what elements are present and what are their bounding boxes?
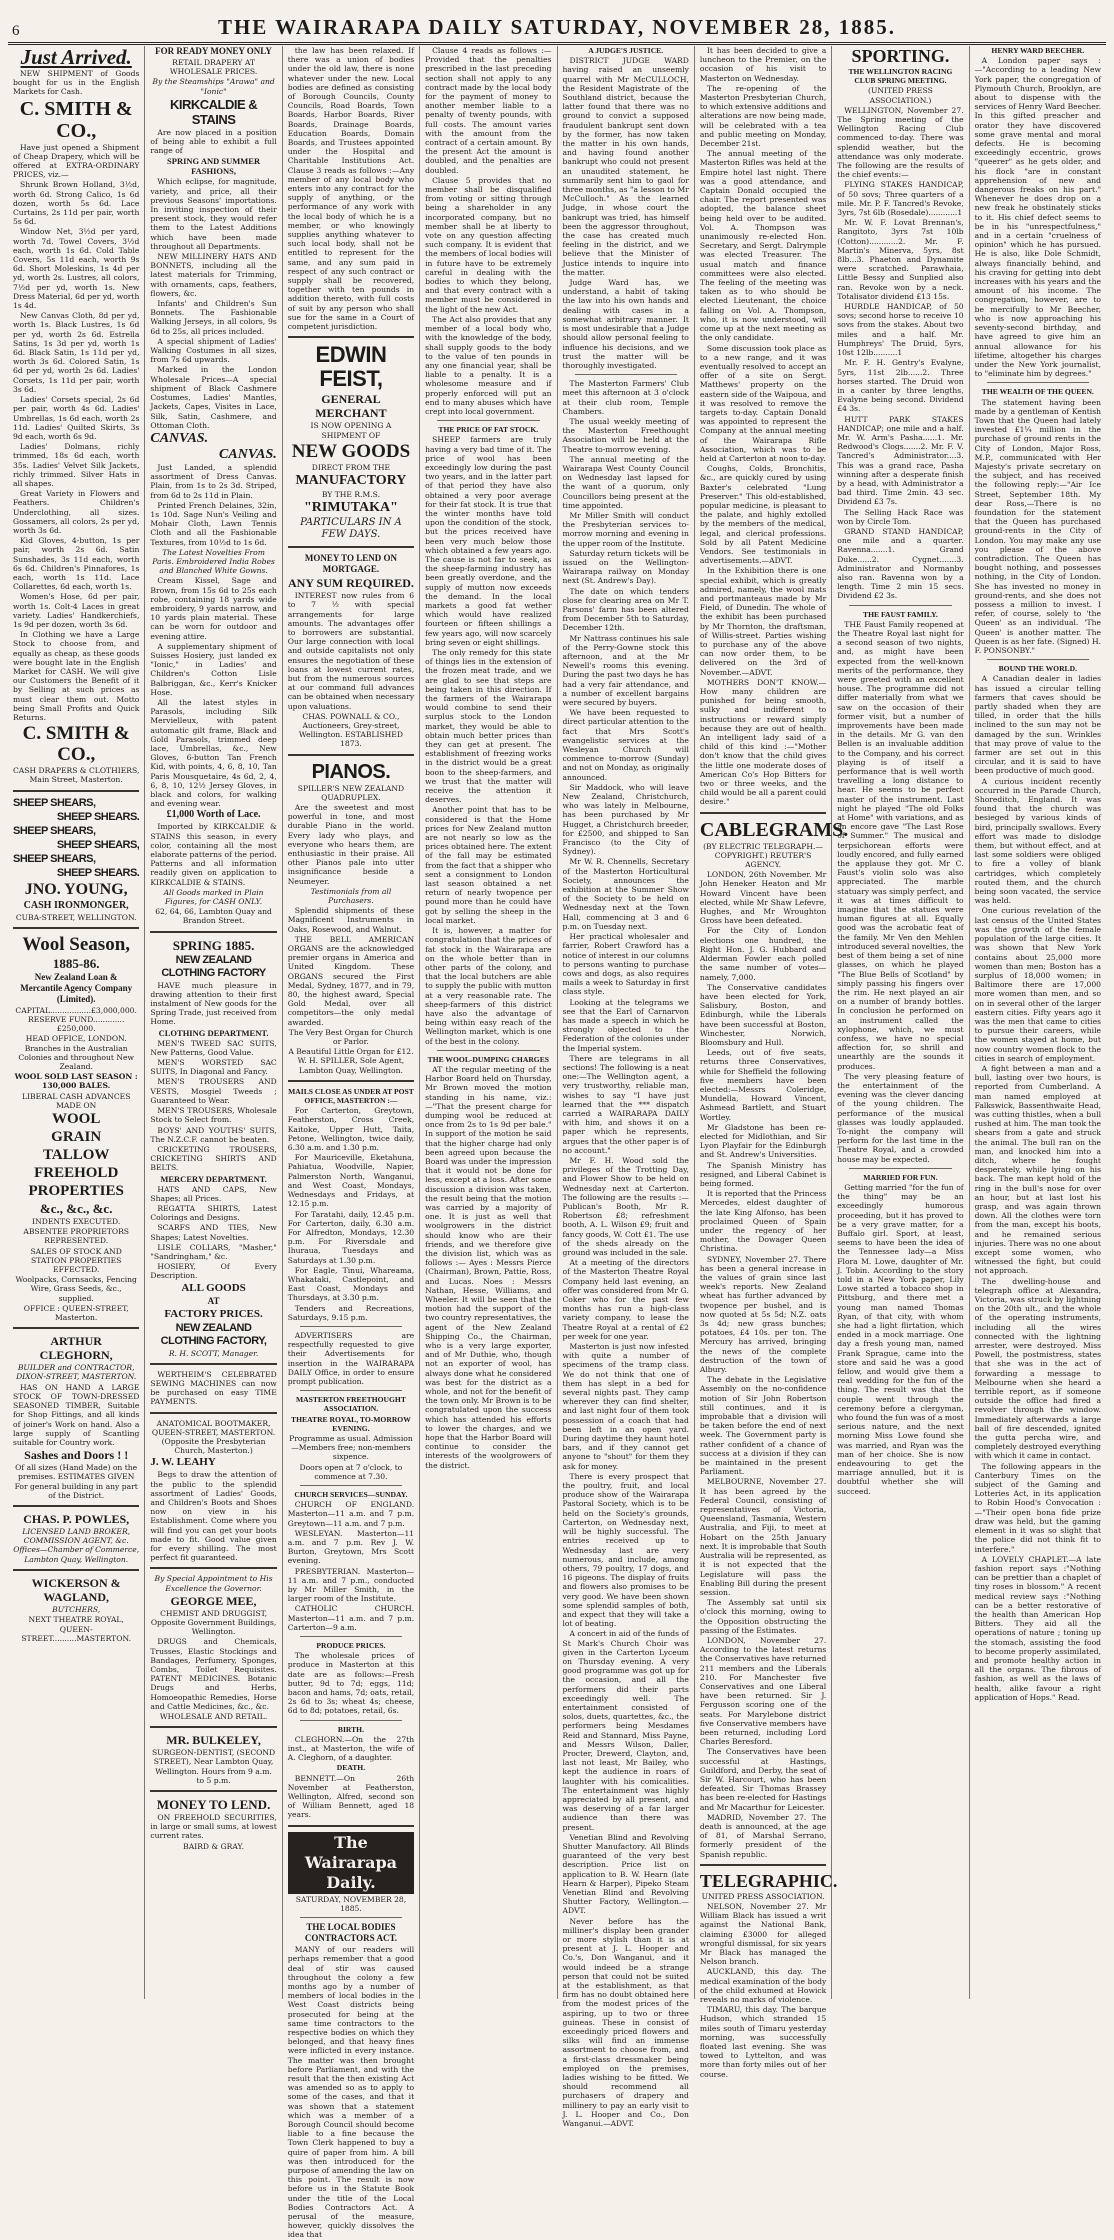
news-item: The Masterton Farmers' Club meet this afternoon at 3 o'clock at their club room, Temple Chambers. [562, 379, 689, 416]
ad-text: LISLE COLLARS, "Masher," "Sandringham," &c. [150, 1242, 277, 1261]
ad-text: A Beautiful Little Organ for £12. W. H. SPILLER, Sole Agent, Lambton Quay, Wellington. [288, 1047, 414, 1075]
news-item: AUCKLAND, this day. The medical examination of the body of the child exhumed at Howick reveals no marks of violence. [699, 1967, 827, 2005]
ad-text: CAPITAL.................£3,000,000. RESERVE FUND.............£250,000. [15, 1005, 137, 1034]
divider [437, 1050, 539, 1051]
article-byline: (UNITED PRESS ASSOCIATION.) [868, 86, 933, 105]
ad-text: Shrunk Brown Holland, 3½d, worth 6d. Strong Calico, 1s 6d dozen, worth 5s 6d. Lace Curtains, 2s 11d per pair, worth 5s 6d. [13, 180, 140, 227]
ad-text: HAVE much pleasure in drawing attention to their first instalment of New goods for the Spring Trade, just received from Home. [150, 980, 277, 1027]
ad-text: Of all sizes (Hand Made) on the premises. ESTIMATES GIVEN For general building in any part of the District. [14, 1463, 138, 1500]
ad-text: Ladies' Dolmans, richly trimmed, 18s 6d each, worth 35s. Ladies' Velvet Silk Jackets, richly trimmed. Silver Hats in all shapes. [13, 442, 140, 488]
news-item: The annual meeting of the Wairarapa West County Council on Wednesday last lapsed for the want of a quorum, only Councillors being present at the time appointed. [562, 454, 689, 510]
ad-text: LIBERAL CASH ADVANCES MADE ON [21, 1091, 131, 1110]
ad-text: DRUGS and Chemicals, Trusses, Elastic Stockings and Bandages, Perfumery, Sponges, Combs, Toilet Requisites. PATENT MEDICINES. Botanic Drugs and Herbs, Homoeopathic Remedies, Horse and Cattle Medicines, &c., &c. [150, 1637, 277, 1711]
article-text: One curious revelation of the last census of the United States was the growth of the female population of the large cities. It was shown that New York contains about 25,000 more women than men; Boston has a surplus of 18,000 women; in Baltimore there are 17,000 more women than men, and so on in several other of the larger eastern cities. Fifty years ago it was the men that came to cities to pursue their careers, while the women stayed at home, but now country women flock to the cities in search of employment. [974, 906, 1101, 1063]
section-heading: TELEGRAPHIC. [699, 1870, 838, 1891]
section-heading: HENRY WARD BEECHER. [991, 46, 1085, 55]
news-item: Some discussion took place as to a new range, and it was eventually resolved to accept an offer of a site on Sergt. Matthews' property on the eastern side of the Waipoua, and it was resolved to remove the targets to-day. Captain Donald was appointed to represent the Company at the annual meeting of the Wairarapa Rifle Association, which was to be held at Carterton at noon to-day. [699, 343, 827, 463]
divider [300, 1485, 402, 1486]
ad-text: HEAD OFFICE, LONDON. Branches in the Australian Colonies and throughout New Zealand. [18, 1034, 134, 1072]
ad-text: Splendid shipments of these Magnificent Instruments in Oaks, Rosewood, and Walnut. [287, 906, 415, 934]
divider [13, 1569, 139, 1571]
ad-text: NEW MILLINERY HATS AND BONNETS, including all the latest materials for Trimming, with ornaments, caps, feathers, flowers, &c. [150, 252, 277, 298]
ad-text: The Very Best Organ for Church or Parlor. [288, 1027, 414, 1047]
ad-heading: EDWIN FEIST, [315, 342, 387, 392]
ad-text: CHAS. POWNALL & CO., Auctioneers, Grey-street, Wellington. ESTABLISHED 1873. [298, 711, 403, 749]
column-8 [970, 46, 1106, 1999]
divider [150, 1567, 276, 1569]
ad-text: Ladies' Corsets special, 2s 6d per pair, worth 4s 6d. Ladies' Umbrellas, 1s 6d each, worth 2s 11d. Ladies' Quilted Skirts, 3s 9d each, worth 6s 9d. [13, 395, 140, 441]
ad-text: INTEREST now rules from 6 to 7 ½ with special arrangements for large amounts. The advantages offer to borrowers are substantial. Our large connection with local and outside capitalists not only ensures the negotiation of these loans at lowest current rates, but from the numerous sources at our command full advances can be obtained when necessary upon valuations. [287, 591, 415, 711]
news-item: SYDNEY, November 27. There has been a general increase in the values of grain since last week's reports. New Zealand wheat has further advanced by twopence per bushel, and is now quoted at 5s 5d; N.Z. oats 3s 4d; new grass bunches; potatoes, £4 10s. per ton. The Mercury has arrived, bringing the news of the complete destruction of the town of Albury. [699, 1254, 827, 1375]
divider [300, 1326, 402, 1327]
ad-text: SALES OF STOCK AND STATION PROPERTIES EFFECTED. [30, 1246, 122, 1275]
ad-heading: Just Arrived. [20, 45, 132, 69]
ad-heading: FREEHOLD [34, 1165, 119, 1182]
article-text: The wholesale prices of produce in Masterton at this date are as follows:—Fresh butter, 9d to 7d; eggs, 11d; bacon and hams, 7d; oats, retail, 2s 6d to 3s; wheat 4s; cheese, 6d to 8d; potatoes, retail, 6s. [287, 1651, 415, 1716]
ad-heading: FOR READY MONEY ONLY [155, 46, 272, 56]
divider [700, 1864, 826, 1866]
ad-heading: SHEEP SHEARS, [56, 838, 140, 851]
ad-text: All the latest styles in Parasols, including Silk Mervielleux, with patent automatic gilt frame, Black and Gold Parasols, trimmed deep lace, Umbrellas, &c., New Gloves, 6-button Tan French Kid, with points, 4, 6, 8, 10, Tan Paris Mousquetaire, 4s 6d, 2, 4, 6, 8, 10, 12½ Jersey Gloves, in black and colors, for walking and evening wear. [150, 697, 277, 809]
ad-text: HATS AND CAPS, New Shapes; all Prices. [150, 1184, 277, 1203]
ad-heading: &c., &c., &c. [39, 1201, 113, 1217]
ad-heading: SHEEP SHEARS, [13, 852, 96, 865]
article-text: Clause 4 reads as follows :—Provided that the penalties prescribed in the last preceding section shall not apply to any contract made by the local body for the payment of money to another member liable to a penalty of twenty pounds, with full costs. The amount varies with the amount from the contract of a certain amount. By the present Act the amount is doubled, and the penalties are doubled. [425, 46, 552, 175]
ad-text: By Special Appointment to His Excellence the Governor. [154, 1574, 273, 1593]
ad-text: BOYS' AND YOUTHS' SUITS, The N.Z.C.F. cannot be beaten. [150, 1125, 277, 1144]
article-text: SHEEP farmers are truly having a very bad time of it. The price of wool has been exceedingly low during the past two years, and in the latter part of that period they have also obtained a very poor average for their fat stock. It is true that the winter months have told upon the condition of the stock, but the prices received have been very much below those which obtained a few years ago. The cause is not far to seek, as the sheep-farming industry has been greatly overdone, and the supply of mutton now exceeds the demand. In the local markets a good fat wether which would have realized fourteen or fifteen shillings a few years ago, will now scarcely bring seven or eight shillings. [425, 435, 552, 647]
section-heading: THE WOOL-DUMPING CHARGES [427, 1054, 549, 1064]
divider [150, 1726, 276, 1728]
ad-heading: WICKERSON & WAGLAND, [31, 1575, 121, 1604]
ad-text: HOSIERY, Of Every Description. [150, 1262, 277, 1281]
news-item: The usual weekly meeting of the Masterton Freethought Association will be held at the Theatre to-morrow evening. [562, 416, 689, 454]
ad-text: WERTHEIM'S CELEBRATED SEWING MACHINES can now be purchased on easy TIME PAYMENTS. [150, 1369, 277, 1407]
article-byline: (BY ELECTRIC TELEGRAPH.—COPYRIGHT.) REUTER'S AGENCY. [703, 841, 824, 870]
ad-text: Have just opened a Shipment of Cheap Drapery, which will be offered at EXTRA-ORDINARY PRICES, viz.— [13, 142, 140, 180]
news-item: Leeds, out of five seats, returns three Conservatives, while for Sheffield the following five members have been elected:—Messrs Coleridge, Mundella, Howard Vincent, Ashmead Bartlett, and Stuart Wortley. [699, 1048, 827, 1122]
news-item: The Assembly sat until six o'clock this morning, owing to the Opposition obstructing the passing of the Estimates. [699, 1598, 827, 1635]
ad-heading: C. SMITH & CO., [22, 723, 130, 766]
news-item: In the Exhibition there is one special exhibit, which is greatly admired, namely, the wool mats and portmanteaus made by Mr Field, of Dunedin. The whole of the exhibit has been purchased by Mr Thornton, the draftsman, of Willis-street. Parties wishing to purchase any of the above can now order them, to be delivered on the 3rd of November.—ADVT. [699, 566, 827, 677]
ad-text: WHOLESALE AND RETAIL. [159, 1712, 268, 1722]
news-item: It has been decided to give a luncheon to the Premier, on the occasion of his visit to Masterton on Wednesday. [699, 46, 827, 83]
ad-text: CUBA-STREET, WELLINGTON. [15, 912, 137, 922]
article-text: Clause 5 provides that no member shall be disqualified from voting or sitting through being a shareholder in any incorporated company, but no member shall be at liberty to vote on any question affecting such company. It is evident that the members of local bodies will in future have to be extremely careful in dealing with the bodies to which they belong, and that every contract with a member must be considered in the light of the new Act. [425, 175, 552, 314]
article-text: CATHOLIC CHURCH. Masterton—11 a.m. and 7 p.m. Carterton—9 a.m. [287, 1604, 415, 1632]
ad-heading: "RIMUTAKA" [304, 500, 398, 516]
news-item: MELBOURNE, November 27. It has been agreed by the Federal Council, consisting of representatives of Victoria, Queensland, Tasmania, Western Australia, and Fiji, to meet at Hobart on the 25th January next. It is improbable that South Australia will be represented, as it is not expected that the Legislature will pass the Enabling Bill during the present session. [699, 1477, 827, 1597]
article-text: For Carterton, Greytown, Featherston, Cross Creek, Kaitoke, Upper Hutt, Taita, Petone, Wellington, twice daily, 6.30 a.m. and 1.30 p.m. [287, 1106, 415, 1153]
ad-text: ABSENTEE PROPRIETORS REPRESENTED. [23, 1227, 130, 1246]
ad-text: OFFICE : QUEEN-STREET, Masterton. [23, 1303, 129, 1323]
ad-heading: ARTHUR CLEGHORN, [39, 1334, 113, 1363]
article-text: BENNETT.—On 26th November at Featherston, Wellington, Alfred, second son of William Bennett, aged 18 years. [287, 1773, 415, 1820]
ad-heading: ANY SUM REQUIRED. [287, 576, 414, 591]
ad-text: Marked in the London Wholesale Prices—A special shipment of Black Cashmere Costumes, Ladies' Mantles, Jackets, Capes, Visites in Lace, Silk, Satin, Cashmere, and Ottoman Cloth. [150, 365, 277, 430]
article-text: the law has been relaxed. If there was a union of bodies under the old law, there is none whatever under the new. Local bodies are defined as consisting of Borough Councils, County Councils, Road Boards, Town Boards, Harbor Boards, River Boards, Drainage Boards, Education Boards, Domain Boards, and Trustees appointed under the Hospital and Charitable Institutions Act. Clause 3 reads as follows :—Any member of any local body who enters into any contract for the supply of anything, or the performance of any work with the local body of which he is a member, or who knowingly supplies anything whatever to such local body, shall not be entitled to represent for the same, and any sum paid in respect of any such contract or supply shall be recovered, together with ten pounds in addition thereto, with full costs of suit by any person who shall sue for the same in a Court of competent jurisdiction. [287, 46, 415, 332]
news-item: Mr W. R. Chennells, Secretary of the Masterton Horticultural Society, announces the exhibition at the Summer Show of the Society to be held on Wednesday next at the Town Hall, commencing at 3 and 6 p.m. on Tuesday next. [562, 857, 689, 931]
ad-text: New Canvas Cloth, 8d per yd, worth 1s. Black Lustres, 1s 6d per yd, worth 2s 6d. Estrella Satins, 1s 3d per yd, worth 1s 6d. Black Satin, 1s 11d per yd, worth 3s 6d. Colored Satin, 1s 6d per yd, worth 2s 6d. Ladies' Corsets, 1s 11d per pair, worth 3s 6d. [13, 311, 140, 394]
section-heading: THE PRICE OF FAT STOCK. [438, 425, 539, 435]
ad-heading: SPRING AND SUMMER FASHIONS, [167, 156, 261, 177]
divider [13, 927, 139, 929]
ad-heading: GENERAL MERCHANT [315, 392, 387, 421]
columns [8, 45, 1106, 2240]
article-text: The Selling Hack Race was won by Circle Tom. [837, 507, 964, 526]
ad-text: NEW SHIPMENT of Goods bought for us in the English Markets for Cash. [13, 69, 140, 97]
masthead [8, 6, 1106, 45]
article-text: Getting married "for the fun of the thing" may be an exceedingly humorous proceeding, but it has proved to be a very grave matter, for a Buffalo girl. Sport, at least, seems to have been the idea of the Tennessee lady—a Miss Flora M. Lowe, daughter of Mr. J. Tobin. According to the story told in a New York paper, Lily Lowe started a tobacco shop in Pittsburg, and there met a young man named Thomas Ryan, of that city, with whom she had a light flirtation, which ended in a mock marriage. One day a fresh young man, named Frank Sprague, came into the store and said he was a good fellow, and would give them a real wedding for the fun of the thing. The result was that the couple went through the ceremony before a clergyman, who found the fun was of a most serious nature, and the next morning Miss Lowe found she was married, and Ryan was the man of her choice. She is now endeavouring to get the marriage annulled, but it is doubtful whether she will succeed. [837, 1182, 964, 1496]
ad-text: All Goods marked in Plain Figures, for CASH ONLY. [163, 887, 264, 907]
news-item: MADRID, November 27. The death is announced, at the age of 81, of Marshal Serrano, formerly president of the Spanish republic. [699, 1812, 827, 1859]
ad-text: REGATTA SHIRTS, Latest Colorings and Designs. [150, 1203, 277, 1223]
page-number: 6 [12, 23, 20, 39]
ad-text: CASH DRAPERS & CLOTHIERS, Main Street, Masterton. [13, 766, 140, 785]
news-item: There is every prospect that the poultry, fruit, and local produce show of the Wairarapa Pastoral Society, which is to be held on the Society's grounds, Carterton, on Wednesday next, will be highly successful. The entries received up to Wednesday last are very numerous, and include, among others, 79 poultry, 17 dogs, and 16 pigeons. The display of fruits and flowers also promises to be very good. We have been shown some splendid samples of both, and expect that they will take a lot of beating. [562, 1471, 689, 1629]
ad-heading: NEW ZEALAND CLOTHING FACTORY [161, 953, 266, 979]
news-item: Looking at the telegrams we see that the Earl of Carnarvon has made a speech in which he strongly objected to the Federation of the colonies under the Imperial system. [562, 997, 689, 1053]
divider [288, 1825, 414, 1827]
article-text: PRESBYTERIAN. Masterton—11 a.m. and 7 p.m., conducted by Mr Miller Smith, in the larger room of the Institute. [287, 1566, 415, 1604]
ad-text: Kid Gloves, 4-button, 1s per pair, worth 2s 6d. Satin Sunshades, 3s 11d each, worth 6s 6d. Children's Pinnafores, 1s each, worth 1s 11d. Lace Collarettes, 6d each, worth 1s. [13, 536, 140, 592]
ad-text: SURGEON-DENTIST, (SECOND STREET), Near Lambton Quay, Wellington. Hours from 9 a.m. to 5 p.m. [151, 1748, 276, 1785]
ad-text: Woolpacks, Cornsacks, Fencing Wire, Grass Seeds, &c., supplied. [15, 1275, 137, 1303]
ad-text: IS NOW OPENING A SHIPMENT OF [310, 421, 392, 440]
article-text: Doors open at 7 o'clock, to commence at 7.30. [299, 1462, 403, 1481]
ad-heading: MANUFACTORY [295, 472, 407, 488]
ad-text: Just Landed, a splendid assortment of Dress Canvas. Plain, from 1s to 2s 3d. Striped, from 6d to 2s 11d in Plain. [150, 462, 277, 500]
ad-text: Begs to draw the attention of the public to the splendid assortment of Ladies' Goods, and Children's Boots and Shoes now on view in his Establishment. Come where you will find you can get your boots made to fit. Good value given for every shilling. The most perfect fit guaranteed. [150, 1470, 277, 1563]
ad-heading: PROPERTIES [28, 1183, 124, 1200]
article-text: The only remedy for this state of things lies in the extension of the frozen meat trade, and we are glad to see that steps are being taken in this direction. If the farmers of the Wairarapa would combine to send their surplus stock to the London market, they would be able to obtain much better prices than they can get at present. The establishment of freezing works in the district would be a great boon to the sheep-farmers, and we trust that the matter will receive the attention it deserves. [425, 648, 552, 805]
ad-heading: CASH IRONMONGER, [23, 899, 129, 911]
divider [849, 1168, 951, 1169]
article-text: Judge Ward has, we understand, a habit of taking the law into his own hands and dealing with cases in a somewhat arbitrary manner. It is most undesirable that a Judge should allow personal feeling to influence his decisions, and we trust the matter will be thoroughly investigated. [562, 278, 689, 370]
masthead-title: THE WAIRARAPA DAILY SATURDAY, NOVEMBER 28, 1885. [217, 15, 897, 39]
news-item: We have been requested to direct particular attention to the fact that Mrs Scott's evangelistic services at the Wesleyan Church will commence to-morrow (Sunday) and not on Monday, as originally announced. [562, 708, 689, 782]
news-item: The Conservative candidates have been elected for York, Salisbury, Boston, and Edinburgh, while the Liberals have been successful at Boston, Winchester, Norwich, Bloomsbury and Hull. [699, 982, 827, 1047]
ad-text: Are the sweetest and most powerful in tone, and most durable Piano in the world. Every lady who plays, and everyone who hears them, are enthusiastic in their praise. All other Pianos pale into utter insignificance beside a Neumeyer. [287, 802, 415, 886]
news-item: Masterton is just now infested with quite a number of specimens of the tramp class. We do not think that one of them has slept in a bed for several nights past. They camp wherever they can find shelter, and last night four of them took possession of a coach that had been left in an open yard. During daytime they haunt hotel bars, and if they cannot get anyone to "shout" for them they ask for money. [562, 1342, 689, 1471]
ad-heading: CANVAS. [219, 446, 277, 462]
article-text: For Mauriceville, Eketahuna, Pahiatua, Woodville, Napier, Palmerston North, Wanganui, and West Coast, Mondays, Wednesdays and Fridays, at 12.15 p.m. [287, 1153, 415, 1209]
section-heading: THE LOCAL BODIES CONTRACTORS ACT. [304, 1922, 398, 1944]
ad-text: MEN'S TROUSERS, Wholesale Stock to Select from. [150, 1106, 277, 1125]
ad-text: Cream Kissel, Sage and Brown, from 15s 6d to 25s each robe, containing 18 yards wide embroidery, 9 yards narrow, and 10 yards plain material. These can be worn for outdoor and evening attire. [150, 576, 277, 641]
ad-heading: CHAS. P. POWLES, [23, 1511, 130, 1526]
news-item: Mr Miller Smith will conduct the Presbyterian services to-morrow morning and evening in the upper room of the Institute. [562, 510, 689, 548]
divider [300, 1636, 402, 1637]
divider [575, 374, 677, 375]
section-heading: CABLEGRAMS. [699, 818, 849, 841]
article-text: GRAND STAND HANDICAP, one mile and a quarter. Ravenna.......1. Grand Duke......2. Cygnet.......3. Administrator and Normanby also ran. Ravenna won by a length. Time 2 min 15 secs. Dividend £2 3s. [837, 526, 964, 601]
article-text: The dwelling-house and telegraph office at Alexandra, Victoria, was struck by lightning on the 20th ult., and the whole of the operating instruments, including all the wires connected with the lightning arrester, were destroyed. Miss Powell, the postmistress, states that she was in the act of forwarding a message to Melbourne when she heard a terrible report, as if someone outside the office had fired a revolver through the window. Immediately afterwards a large ball of fire descended, ignited the gutta percha wire, and completely destroyed everything with which it came in contact. [974, 1276, 1101, 1461]
ad-heading: NEW GOODS [291, 440, 411, 462]
ad-text: A supplementary shipment of Suisses Hosiery, just landed ex "Ionic," in Ladies' and Children's Cotton Lisle Balbriggan, &c., Kerr's Knicker Hose. [150, 641, 277, 697]
article-text: WESLEYAN. Masterton—11 a.m. and 7 p.m. Rev J. W. Burton, Greytown, Mrs Scott evening. [287, 1528, 415, 1566]
divider [987, 659, 1089, 660]
article-text: The Act also provides that any member of a local body who, with the knowledge of the body, shall supply goods to the body to the value of ten pounds in any one financial year, shall be liable to a penalty. It is a wholesome measure and if properly enforced will put an end to many abuses which have crept into local government. [425, 314, 552, 416]
column-7 [832, 46, 969, 1999]
ad-text: BUILDER and CONTRACTOR, DIXON-STREET, MASTERTON. [16, 1363, 137, 1382]
ad-heading: GEORGE MEE, [170, 1593, 257, 1608]
ad-heading: MERCERY DEPARTMENT. [160, 1173, 267, 1184]
article-text: CLEGHORN.—On the 27th inst., at Masterton, the wife of A. Cleghorn, of a daughter. [287, 1734, 415, 1763]
ad-heading: MONEY TO LEND ON MORTGAGE. [304, 553, 397, 575]
ad-text: Window Net, 3½d per yard, worth 7d. Towel Covers, 3½d each, worth 1s 6d. Cold Table Covers, 5s 11d each, worth 9s 6d. Short Moleskins, 1s 4d per yd, worth 2s. Lustres, all colors, 7½d per yd, worth 1s. New Dress Material, 6d per yd, worth 1s 4d. [13, 227, 140, 311]
article-text: A LOVELY CHAPLET.—A late fashion report says :"Nothing can be prettier than a chaplet of tiny roses in blossom." A recent medical review says :"Nothing can be a better restorative of the health than American Hop Bitters. They aid all the operations of nature ; toning up the stomach, assisting the food to become properly assimilated, and promote healthy action in all the organs. The fibrous of fashion, as well as the laws of health, alike favour a right application of Hops." Read. [974, 1554, 1101, 1702]
news-item: Sir Maddock, who will leave New Zealand, Christchurch, who was lately in Melbourne, has been purchased by Mr Hugget, a Christchurch breeder, for £2500, and shipped to San Francisco (to the City of Sydney). [562, 782, 689, 857]
ad-text: HAS ON HAND A LARGE STOCK OF TOWN-DRESSED SEASONED TIMBER, Suitable for Shop Fittings, and all kinds of joiner's Work on hand. Also a large supply of Scantling suitable for Country work. [13, 1382, 140, 1447]
article-text: WELLINGTON, November 27. The Spring meeting of the Wellington Racing Club commenced to-day. There was splendid weather, but the attendance was only moderate. The following are the results of the chief events:— [837, 105, 964, 180]
ad-heading: WOOL [52, 1111, 101, 1128]
news-item: There are telegrams in all sections! The following is a neat one:—The Wellington agent, a very trustworthy, reliable man, wishes to say "I have just learned that the *** dispatch carried a WAIRARAPA DAILY with him, and shows it on a paper which he represents, argues that the other paper is of no account." [562, 1053, 689, 1155]
ad-heading: SHEEP SHEARS, [13, 824, 96, 837]
news-item: The Spanish Ministry has resigned, and Liberal Cabinet is being formed. [699, 1160, 827, 1188]
news-item: For the City of London elections one hundred, the Right Hon. J. G. Hubbard and Alderman Fowler each polled the same number of votes—namely, 7,000. [699, 926, 827, 982]
divider [437, 420, 539, 421]
news-item: At a meeting of the directors of the Masterton Theatre Royal Company held last evening, an offer was considered from Mr G. Coker who for the past few months has run a high-class variety company, to lease the Theatre Royal at a rental of £2 per week for one year. [562, 1258, 689, 1341]
news-item: LONDON, November 27. According to the latest returns the Conservatives have returned 211 members and the Liberals 210. For Manchester five Conservatives and one Liberal have been returned. Sir J. Fergusson scoring one of the seats. For Marylebone district five Conservative members have been returned, including Lord Charles Beresford. [699, 1635, 827, 1747]
ad-heading: JNO. YOUNG, [24, 880, 128, 898]
article-text: For Taratahi, daily, 12.45 p.m. For Carterton, daily, 6.30 a.m. For Alfredton, Mondays, 12.30 p.m. For Riversdale and Ihuraua, Tuesdays and Saturdays at 1.30 p.m. [287, 1209, 415, 1265]
ad-text: PARTICULARS IN A FEW DAYS. [300, 517, 402, 541]
news-item: Mr Gladstone has been re-elected for Midlothian, and Sir Lyon Playfair for the Edinburgh and St. Andrew's Universities. [699, 1122, 827, 1160]
column-3 [283, 46, 420, 2240]
news-item: The annual meeting of the Masterton Rifles was held at the Empire hotel last night. There was a good attendance, and Captain Donald occupied the chair. The report presented was adopted, the balance sheet being held over to be audited. Vol. A. Thompson was unanimously re-elected Hon. Secretary, and Sergt. Dalrymple was elected Treasurer. The usual match and finance committees were also elected. The feeling of the meeting was taken as to who should be elected Lieutenant, the choice falling on Vol. A. Thompson, who, it is now understood, will come up at the next meeting as the only candidate. [699, 149, 827, 343]
ad-heading: AT [207, 1295, 220, 1306]
article-text: A Canadian dealer in ladies has issued a circular telling farmers that caves should be partly shaded when they are tilled, in order that the hills inclined to the sun may not be damaged by the sun. Wrinkles that may prove of value to the farmer are set out in this circular, and it is said to have been productive of much good. [974, 674, 1101, 776]
ad-text: THE BELL AMERICAN ORGANS are the acknowledged premier organs in America and United Kingdom. These ORGANS secured the First Medal, Sydney, 1877, and in 79, 80, the highest award, Special Gold Medal, over all competitors—the only medal awarded. [287, 934, 415, 1027]
divider [300, 1917, 402, 1918]
news-item: The Conservatives have been successful at Hastings, Guildford, and Derby, the seat of Sir W. Harcourt, who has been defeated. Sir Thomas Brassey has been re-elected for Hastings and Mr Macarthur for Leicester. [699, 1747, 827, 1812]
divider [288, 1080, 414, 1082]
article-text: Tenders and Recreations, Saturdays, 9.15 p.m. [287, 1303, 415, 1322]
divider [150, 1790, 276, 1792]
ad-heading: PIANOS. [311, 760, 391, 783]
ad-text: Testimonials from all Purchasers. [310, 886, 392, 905]
article-text: CHURCH OF ENGLAND. Masterton—11 a.m. and 7 p.m. Greytown—11 a.m. and 7 p.m. [287, 1500, 415, 1528]
ad-text: BAIRD & GRAY. [183, 1841, 244, 1851]
news-item: It is reported that the Princess Mercedes, eldest daughter of the late King Alfonso, has been proclaimed Queen of Spain under the regency of her mother, the Dowager Queen Christina. [699, 1189, 827, 1254]
article-text: THE Faust Family reopened at the Theatre Royal last night for a second season of two nights, and, as might have been expected from the well-known merits of the performance, they were greeted with an excellent house. The programme did not differ materially from what we saw on the occasion of their former visit, but a number of improvements have been made in the details. Mr G. van den Bellen is an invaluable addition to the Company, and his correct playing is of itself a performance that is well worth travelling a long distance to hear. He seems to be perfect master of the instrument. Last night he played "The old Folks at Home" with variations, and as an encore gave "The Last Rose of Summer." The musical and terpsichorean efforts were loudly encored, and fully earned the applause they got. Mr C. Faust's violin solo was also appreciated. The marble statuary was simply perfect, and it was at times difficult to imagine that the statues were human figures at all. Equally good was the acrobatic feat of the family. Mr Ven den Mehlen introduced several novelties, the best of them being a set of nine glasses, on which he played "The Blue Bells of Scotland" by simply passing his fingers over the rim. He next played an air on a number of brandy bottles. In conclusion he performed on an instrument called the xylophone, which, we must confess, we have no special affection for, so shrill and unearthly are the sounds it produces. [837, 619, 964, 1071]
ad-heading: NEW ZEALAND CLOTHING FACTORY, [160, 1321, 267, 1347]
ad-heading: MONEY TO LEND. [156, 1797, 271, 1813]
ad-text: WOOL SOLD LAST SEASON : 130,000 BALES. [14, 1072, 138, 1091]
article-text: It is, however, a matter for congratulation that the prices of fat stock in the Wairarapa are on the whole better than in other parts of the colony, and that the local butchers are able to supply the public with mutton at a very reasonable rate. The sheep-farmers of this district have also the advantage of being within easy reach of the Wellington market, which is one of the best in the colony. [425, 926, 552, 1046]
ad-heading: SHEEP SHEARS. [56, 810, 140, 823]
ad-heading: SHEEP SHEARS, [13, 796, 96, 809]
article-text: Programme as usual. Admission—Members free; non-members sixpence. [289, 1433, 413, 1462]
section-heading: SPORTING. [851, 46, 950, 66]
ad-text: SPILLER'S NEW ZEALAND QUADRUPLEX. [297, 783, 405, 802]
ad-heading: TALLOW [42, 1147, 110, 1164]
article-text: For Eagle, Tinui, Whareama, Whakataki, Castlepoint, and East Coast, Mondays and Thursdays, at 3.30 p.m. [287, 1265, 415, 1303]
article-text: FLYING STAKES HANDICAP, of 50 sovs; Three quarters of a mile. Mr. P. F. Tancred's Revoke, 3yrs, 7st 6lb (Rosedale)............1 [837, 180, 964, 218]
divider [13, 1327, 139, 1329]
ad-text: A special shipment of Ladies' Walking Costumes in all sizes, from 7s 6d upwards. [150, 336, 277, 365]
article-dateline: SATURDAY, NOVEMBER 28, 1885. [295, 1894, 407, 1913]
ad-text: Printed French Delaines, 32in, 1s 10d. Sage Nun's Veiling and Mohair Cloth, Lawn Tennis Cloth and all the Fashionable Textures, from 10½d to 1s 6d. [150, 500, 277, 547]
ad-text: CRICKETING TROUSERS, CRICKETING SHIRTS AND BELTS. [150, 1144, 277, 1173]
ad-text: R. H. SCOTT, Manager. [168, 1348, 259, 1358]
news-item: A concert in aid of the funds of St Mark's Church Choir was given in the Carterton Lyceum on Thursday evening. A very good programme was got up for the occasion, and all the performers did their parts exceedingly well. The entertainment consisted of solos, duets, quartettes, &c., the performers being Mesdames Reid and Stannard, Miss Payne, and Messrs Wilson, Daller, Procter, Drewerd, Clayton, and, last not least, Mr Bailey, who kept the audience in roars of laughter with his comicalities. The entertainment was highly appreciated by all present, and was deserving of a far larger audience than there was present. [562, 1629, 689, 1832]
ad-heading: CANVAS. [150, 430, 209, 446]
divider [987, 382, 1089, 383]
ad-text: Infants' and Children's Sun Bonnets. The Fashionable Walking Jerseys, in all colors, 9s 6d to 25s, all prices included. [150, 299, 277, 336]
ad-text: DIRECT FROM THE [311, 462, 391, 472]
ad-text: 62, 64, 66, Lambton Quay and Brandon Street. [155, 907, 272, 926]
ad-text: BY THE R.M.S. [321, 489, 381, 499]
ad-text: By the Steamships "Arawa" and "Ionic" [152, 77, 275, 96]
column-6 [695, 46, 849, 2079]
news-item: The re-opening of the Masterton Presbyterian Church, to which extensive additions and alterations are now being made, will be celebrated with a tea and public meeting on Monday, December 21st. [699, 83, 827, 149]
ad-heading: CLOTHING DEPARTMENT. [158, 1027, 269, 1038]
column-2 [145, 46, 282, 1999]
article-text: The very pleasing feature of the entertainment of the evening was the clever dancing of the young children. The performance of the musical glasses was loudly applauded. To-night the company will perform for the last time in the Theatre Royal, and a crowded house may be expected. [837, 1071, 964, 1164]
ad-text: LICENSED LAND BROKER, COMMISSION AGENT, &c. Offices—Chamber of Commerce, Lambton Quay, Wellington. [13, 1526, 140, 1564]
article-text: HUTT PARK STAKES HANDICAP; one mile and a half. Mr. W. Arm's Pasha......1. Mr. Redwood's Clogs.......2. Mr. F. V. Tancred's Administrator....3. This was a grand race, Pasha winning after a desperate finish by a head, with Administrator a bad third. Time 2min. 43 sec. Dividend £3 7s. [837, 414, 964, 507]
section-heading: PRODUCE PRICES. [316, 1641, 386, 1651]
section-heading: THE WEALTH OF THE QUEEN. [981, 387, 1094, 397]
ad-heading: KIRKCALDIE & STAINS [169, 96, 258, 127]
news-item: NELSON, November 27. Mr William Black has issued a writ against the National Bank, claiming £3000 for alleged wrongful dismissal, for six years Mr Black has managed the Nelson branch. [699, 1902, 827, 1967]
news-item: The debate in the Legislative Assembly on the no-confidence motion of Sir John Robertson still continues, and it is improbable that a division will be taken before the end of next week. The Government party is rather confident of a chance of success at a division if they can be maintained in the present Parliament. [699, 1375, 827, 1477]
article-byline: UNITED PRESS ASSOCIATION. [701, 1891, 825, 1901]
article-text: AT the regular meeting of the Harbor Board held on Thursday, Mr Brown moved the motion standing in his name, viz.:—"That the present charge for dumping wool be reduced at once from 2s to 1s 9d per bale." In support of the motion he said that the higher charge had only been agreed upon because the Board was under the impression that it would not be done for less, except at a loss. After some discussion a division was taken, the result being that the motion was carried by a majority of one. It is just as well that woolgrowers in the district should know who are their friends, and we therefore give the division list, which was as follows :— Ayes : Messrs Pierce (Chairman), Brown, Pattie, Ross, and Lucas. Noes : Messrs Nathan, Hesse, Williams, and Wheeler. It will be seen that the motion had the support of the two country representatives, the agent of the New Zealand Shipping Co., the Chairman, who is a very large exporter, and of Mr Duthie, who, though not an exporter of wool, has always done what he considered was best for the district as a whole, and not for the benefit of the town only. Mr Brown is to be congratulated upon the success which has attended his efforts to lower the charges, and we hope that the Harbor Board will continue to consider the interests of the woolgrowers of the district. [425, 1064, 552, 1470]
section-heading: BOUND THE WORLD. [998, 664, 1078, 674]
ad-text: ANATOMICAL BOOTMAKER, QUEEN-STREET, MASTERTON. (Opposite the Presbyterian Church, Masterton.) [151, 1418, 276, 1456]
ad-text: MEN'S WORSTED SAC SUITS, In Diagonal and Fancy. [150, 1058, 277, 1077]
ad-heading: SHEEP SHEARS. [56, 866, 140, 879]
section-heading: MAILS CLOSE AS UNDER AT POST OFFICE, MASTERTON :— [288, 1086, 414, 1106]
divider [849, 605, 951, 606]
ad-text: QUEEN-STREET..........MASTERTON. [21, 1625, 132, 1644]
divider [288, 336, 414, 338]
ad-heading: J. W. LEAHY [150, 1456, 216, 1469]
ad-text: Imported by KIRKCALDIE & STAINS this season, in every color, containing all the most elaborate patterns of the period. Patterns and all information readily given on application to KIRKCALDIE & STAINS. [150, 822, 277, 887]
article-text: HURDLE HANDICAP, of 50 sovs; second horse to receive 10 sovs from the stakes. About two miles and a half. Mr. Humphreys' The Druid, 5yrs, 10st 12lb..........1 [837, 302, 964, 358]
ad-text: Great Variety in Flowers and Feathers. Children's Underclothing, all sizes. Gossamers, all colors, 2s per yd, worth 3s 6d. [13, 489, 140, 535]
ad-text: Women's Hose, 6d per pair, worth 1s. Colt-4 Laces in great variety. Ladies' Handkerchiefs, 1s 9d per dozen, worth 3s 6d. [13, 592, 140, 629]
ad-text: INDENTS EXECUTED. [32, 1217, 121, 1227]
section-heading: THE FAUST FAMILY. [863, 609, 938, 619]
divider [13, 1505, 139, 1507]
news-item: Venetian Blind and Revolving Shutter Manufactory. All Blinds guaranteed of the very best description. Price list on application to B. W. Hearn (late Hearn & Harper), Pipeko Steam Venetian Blind and Revolving Shutter Factory, Wellington.—ADVT. [562, 1832, 689, 1916]
ad-heading: MR. BULKELEY, [166, 1733, 261, 1748]
section-heading: CHURCH SERVICES—SUNDAY. [294, 1489, 408, 1499]
ad-heading: 1885-86. [52, 955, 100, 971]
ad-text: In Clothing we have a Large Stock to choose from, and equally as cheap, as these goods were bought late in the English Market for CASH. We will give our Customers the Benefit of it by Selling at such prices as must clear them out. Motto being Small Profits and Quick Returns. [13, 630, 140, 722]
ad-text: CHEMIST AND DRUGGIST, Opposite Government Buildings, Wellington. [150, 1608, 277, 1637]
ad-heading: GRAIN [51, 1129, 102, 1146]
ad-heading: C. SMITH & CO., [19, 97, 133, 142]
newspaper-nameplate: The Wairarapa Daily. [288, 1832, 414, 1894]
article-text: A fight between a man and a bull, lasting over two hours, is reported from Cumberland. A man named employed at Falkswick, Bassenthwaite Head, was cutting thistles, when a bull rushed at him. The man took the shears from a gate and struck the animal. The bull ran on the man, and knocked him into a ditch, where he fought desperately, while lying on his back. The man kept hold of the ring in the bull's nose for over an hour, but at last lost his grasp, and was again thrown down. All the clothes were torn from the man, except his boots, and he remained serious injuries. There was no one about except some women, who witnessed the fight, but could not approach. [974, 1063, 1101, 1276]
article-text: The following appears in the Canterbury Times on the subject of the Gaming and Lotteries Act, in its application to Robin Hood's Convocation :—"Their open bona fide prize draw was held, but the gaming element in it was so slight that the police did not think fit to interfere." [974, 1461, 1101, 1554]
column-4 [420, 46, 557, 1999]
article-text: The statement having been made by a gentleman of Kentish Town that the Queen had lately invested £1¼ million in the purchase of ground rents in the City of London, Major Ross, M.P., communicated with Her Majesty's private secretary on the subject, and has received the following reply:—"Air Ice Street, September 18th. My dear Ross,—There is no foundation for the statement that the Queen has purchased ground-rents in the City of London. You may make any use you please of the above contradiction. The Queen has bought nothing, and possesses nothing, in the City of London. She has invested no money in ground-rents, and she does not possess a million to invest. I refer, of course, solely to 'the Queen' as an individual. 'The Queen' is another matter. The Queen is as her fate. (Signed) H. F. PONSONBY." [974, 397, 1101, 655]
ad-heading: £1,000 Worth of Lace. [166, 809, 261, 821]
news-item: Never before has the milliner's display been grander or more stylish than it is at present at J. L. Hooper and Co.'s, Don Wanganui, and it would indeed be a strange person that could not be suited at the establishment, as that firm has no doubt obtained here from the modest prices of the aspiring, up to two or three guineas. These in consist of exceedingly priced flowers and silks will find an immense assortment to choose from, and a first-class dressmaker being employed on the premises, ladies wishing to be fitted. We should recommend all purchasers of drapery and millinery to pay an early visit to J. L. Hooper and Co., Don Wanganui.—ADVT. [562, 1916, 689, 2129]
ad-text: RETAIL DRAPERY AT WHOLESALE PRICES. [169, 58, 258, 77]
section-heading: DEATH. [336, 1763, 366, 1773]
article-text: MANY of our readers will perhaps remember that a good deal of stir was caused throughout the colony a few months ago by a number of members of local bodies in the West Coast districts being prosecuted for being at the same time contractors to the respective bodies on which they belonged, and that heavy fines were inflicted in every instance. The matter was then brought before Parliament, and with the result that the then existing Act was amended so as to apply to some of the cases, and that it was shown that a statement which was a member of a Borough Council should become liable to a fine because the Town Clerk happened to buy a quire of paper from him. A bill was then introduced for the purpose of amending the law on this point. The result is now before us in the Statute Book under the title of the Local Bodies Contractors Act. A perusal of the measure, however, quickly dissolves the idea that [287, 1945, 415, 2240]
section-heading: THEATRE ROYAL, TO-MORROW EVENING. [291, 1414, 411, 1433]
article-text: Mr. W. F. Lovat Brennan's, Rangitoto, 3yrs 7st 10lb (Cotton)............2. Mr. F. Martin's Minerva, 5yrs, 8st 8lb...3. Phaeton and Dynamite were scratched. Parawhaia, Little Bessy and Sunplied also ran. Revoke won by a neck. Totalisator dividend £13 15s. [837, 218, 964, 301]
column-1 [8, 46, 145, 1999]
divider [288, 546, 414, 548]
ad-text: SCARFS AND TIES, New Shapes; Latest Novelties. [150, 1223, 277, 1242]
ad-text: MEN'S TROUSERS AND VESTS, Mosgiel Tweeds ; Guaranteed to Wear. [150, 1077, 277, 1105]
news-item: The date on which tenders close for clearing area on Mr T. Parsons' farm has been altered from December 5th to Saturday, December 12th. [562, 586, 689, 633]
news-item: Mr F. H. Wood sold the privileges of the Trotting Day, and Flower Show to be held on Wednesday next at Carterton. The following are the results :—Publican's Booth, Mr R. Robertson £8; refreshment booth, A. L. Wilson £9; fruit and fancy goods, W. Cott £1. The use of the sheds already on the ground was included in the sale. [562, 1155, 689, 1257]
column-5 [558, 46, 695, 2129]
ad-text: BUTCHERS, [52, 1604, 101, 1614]
section-heading: MARRIED FOR FUN. [863, 1172, 938, 1182]
ad-text: ON FREEHOLD SECURITIES, in large or small sums, at lowest current rates. [150, 1813, 277, 1841]
news-item: LONDON, 26th November. Mr John Heneker Heaton and Mr Howard Vincent have been elected, while Mr Shaw Lefevre, Hughes, and Mr Wroughton Gross have been defeated. [699, 870, 827, 926]
news-item: TIMARU, this day. The barque Hudson, which stranded 15 miles south of Timaru yesterday morning, was successfully floated last evening. She was towed to Lyttelton, and was more than forty miles out of her course. [699, 2005, 827, 2079]
ad-text: The Latest Novelties From Paris. Embroidered India Robes and Blanched White Gowns. [152, 547, 275, 576]
divider [150, 931, 276, 933]
article-text: ADVERTISERS are respectfully requested to give their Advertisements for insertion in the WAIRARAPA DAILY Office, in order to ensure prompt publication. [287, 1330, 415, 1386]
ad-text: NEXT THEATRE ROYAL, [28, 1614, 124, 1624]
article-text: A London paper says :—"According to a leading New York paper, the congregation of Plymouth Church, Brooklyn, are about to dispense with the services of Henry Ward Beecher. In this gifted preacher and orator they have discovered some grave mental and moral defects. He is becoming exceedingly eccentric, grows "queerer" as he gets older, and his flock "are in constant apprehension of new and dangerous freaks on his part." Whenever he does drop on a new freak he obstinately sticks to it. His chief defect seems to be in his "unrespectfulness," and in a certain "cruelness of opinion" which he has pursued. He is also, like Dole Schmidt, always financially behind, and his craving for getting into debt increases with his years and the amount of his income. The congregation, however, are to be mercifully to Mr Beecher, who is now approaching his seventy-second birthday, and have agreed to give him an annual allowance for his lifetime, altogether his charges under the New York journalist, to "eliminate him by degrees." [974, 56, 1101, 379]
ad-heading: Wool Season, [22, 933, 131, 955]
section-heading: BIRTH. [337, 1724, 364, 1734]
divider [150, 1363, 276, 1365]
divider [300, 1720, 402, 1721]
news-item: Saturday return tickets will be issued on the Wellington-Wairarapa railway on Monday next (St. Andrew's Day). [562, 548, 689, 586]
article-text: Mr. F. H. Gentry's Evalyne, 5yrs, 11st 2lb......2. Three horses started. The Druid won in a canter by three lengths, Evalyne being second. Dividend £4 3s. [837, 358, 964, 414]
article-text: A curious incident recently occurred in the Parade Church, Shoreditch, England. It was found that the church was besieged by various kinds of bird, principally swallows. Every effort was made to dislodge them, but without effect, and at last some soldiers were obliged to fire a volley of blank cartridges, which completely routed them, and the church being soon vacated, the service was held. [974, 776, 1101, 906]
news-item: Her practical wholesaler and farrier, Robert Crawford has a notice of interest in our columns to persons wanting to purchase cows and dogs, as also requires mails a week to Saturday in first class style. [562, 932, 689, 997]
divider [700, 812, 826, 814]
news-item: Coughs, Colds, Bronchitis, &c., are quickly cured by using Baxter's celebrated "Lung Preserver." This old-established, popular medicine, is pleasant to the palate, and highly extolled by the members of the medical, legal, and clerical professions. Sold by all Patent Medicine Vendors. See testimonials in advertisements.—ADVT. [699, 464, 827, 566]
divider [13, 790, 139, 792]
section-heading: MASTERTON FREETHOUGHT ASSOCIATION. [295, 1395, 406, 1414]
section-heading: THE WELLINGTON RACING CLUB SPRING MEETING. [848, 67, 953, 86]
divider [288, 754, 414, 756]
section-heading: A JUDGE'S JUSTICE. [588, 46, 664, 55]
ad-text: Which eclipse, for magnitude, variety, and price, all their previous Seasons' importations. In inviting inspection of their present stock, they would refer them to the Latest Additions which have been made throughout all Departments. [150, 177, 277, 251]
divider [300, 1390, 402, 1391]
news-item: MOTHERS DON'T KNOW.—How many children are punished for being smooth, sulky and indifferent to instructions or reward simply because they are out of health. An intelligent lady said of a child of this kind :—"Mother don't know that the child gives the little one moderate doses of American Co's Hop Bitters for two or three weeks, and the child would be all a parent could desire." [699, 677, 827, 807]
masthead-rule [8, 42, 1106, 43]
ad-heading: Sashes and Doors ! ! [24, 1448, 129, 1463]
divider [150, 1412, 276, 1414]
article-text: Another point that has to be considered is that the Home prices for New Zealand mutton are not nearly so low as the prices obtained here. The extent of the fall may be estimated from the fact that a shipper who sent a consignment to London last season obtained a net return of nearly twopence per pound more than he could have got by selling the sheep in the local market. [425, 805, 552, 925]
ad-heading: New Zealand Loan & Mercantile Agency Company (Limited). [20, 971, 133, 1004]
ad-heading: ALL GOODS [181, 1281, 246, 1294]
ad-text: MEN'S TWEED SAC SUITS, New Patterns, Good Value. [150, 1038, 277, 1057]
ad-heading: FACTORY PRICES. [164, 1307, 263, 1320]
news-item: Mr Nattrass continues his sale of the Perry-Gowne stock this afternoon, and at the Mr Newell's rooms this evening. During the past two days he has had a very fair attendance, and a number of excellent bargains were secured by buyers. [562, 633, 689, 708]
ad-text: Are now placed in a position of being able to exhibit a full range of [150, 127, 277, 156]
article-text: DISTRICT JUDGE WARD having raised an unseemly quarrel with Mr McCULLOCH, the Resident Magistrate of the Southland district, because the latter found that there was no ground to convict a supposed fraudulent bankrupt sent down by the former, has now taken the matter in his own hands, and having found another bankrupt who could not present an unaudited statement, he summarily sent him to gaol for three months, as "a lesson to Mr McCulloch." As the learned Judge, in whose court the bankrupt was tried, has himself been the aggressor throughout, the case has created much feeling in the district, and we believe that the Minister of Justice intends to inquire into the matter. [562, 56, 689, 277]
ad-heading: SPRING 1885. [172, 937, 255, 953]
